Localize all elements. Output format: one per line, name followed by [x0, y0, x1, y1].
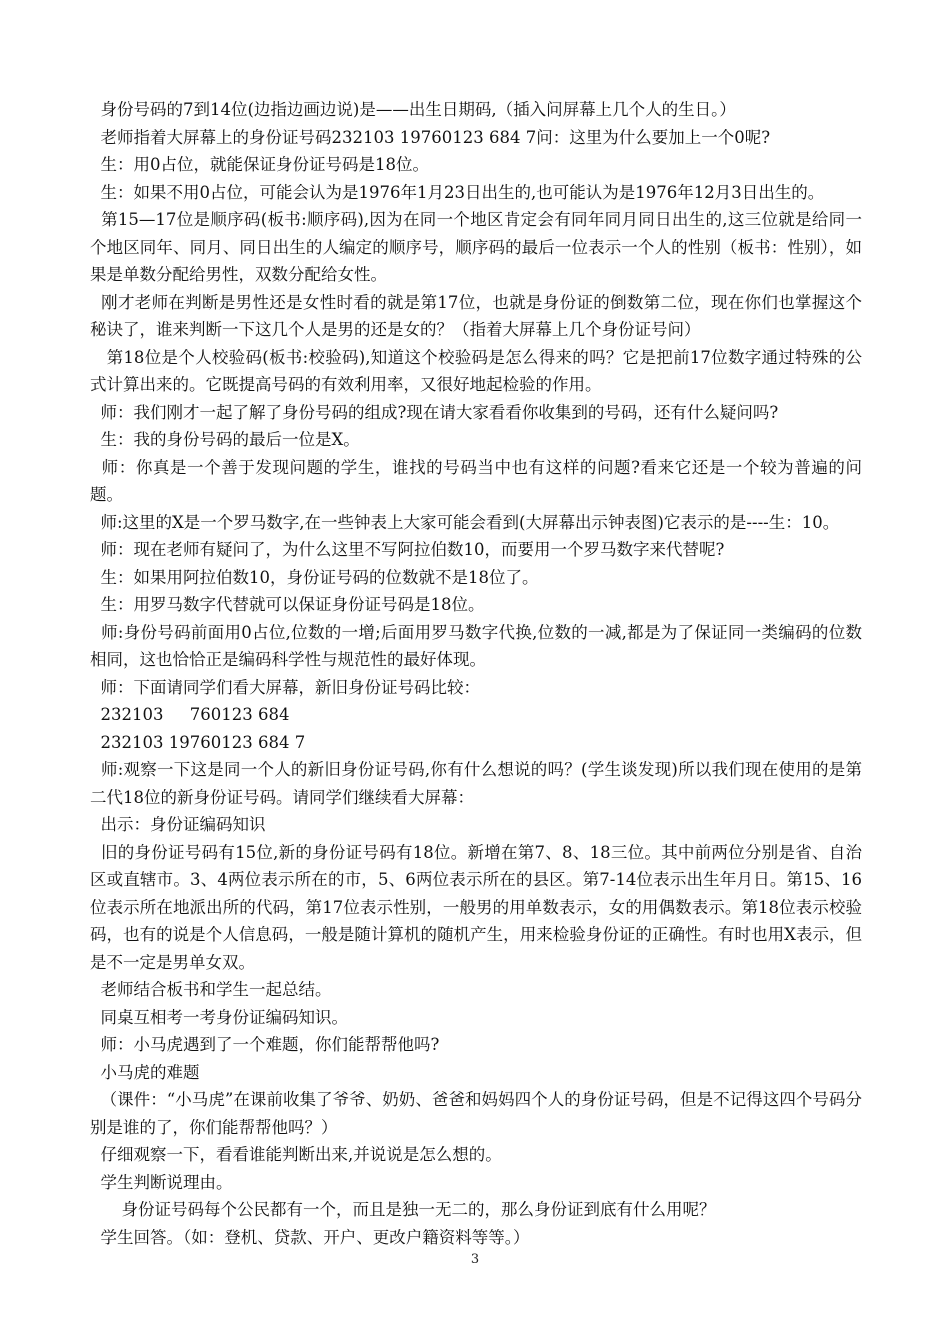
paragraph: 生：如果不用0占位，可能会认为是1976年1月23日出生的,也可能认为是1976年12月3日出生的。	[90, 182, 825, 202]
paragraph: 第15—17位是顺序码(板书:顺序码),因为在同一个地区肯定会有同年同月同日出生的,这三位就是给同一个地区同年、同月、同日出生的人编定的顺序号，顺序码的最后一位表示一个人的性别（板书：性别），如果是单数分配给男性，双数分配给女性。	[90, 210, 862, 284]
paragraph: 身份号码的7到14位(边指边画边说)是——出生日期码,（插入问屏幕上几个人的生日。）	[90, 100, 736, 119]
paragraph: （课件：“小马虎”在课前收集了爷爷、奶奶、爸爸和妈妈四个人的身份证号码，但是不记得这四个号码分别是谁的了，你们能帮帮他吗？）	[90, 1090, 863, 1137]
paragraph: 师:观察一下这是同一个人的新旧身份证号码,你有什么想说的吗？(学生谈发现)所以我们现在使用的是第二代18位的新身份证号码。请同学们继续看大屏幕：	[90, 760, 862, 807]
paragraph: 身份证号码每个公民都有一个，而且是独一无二的，那么身份证到底有什么用呢？	[90, 1200, 716, 1219]
paragraph: 出示：身份证编码知识	[90, 815, 266, 834]
paragraph: 旧的身份证号码有15位,新的身份证号码有18位。新增在第7、8、18三位。其中前两位分别是省、自治区或直辖市。3、4两位表示所在的市，5、6两位表示所在的县区。第7-14位表示出生年月日。第15、16位表示所在地派出所的代码，第17位表示性别，一般男的用单数表示，女的用偶数表示。第18位表示校验码，也有的说是个人信息码，一般是随计算机的随机产生，用来检验身份证的正确性。有时也用X表示，但是不一定是男单女双。	[90, 842, 862, 972]
paragraph: 生：我的身份号码的最后一位是X。	[90, 430, 360, 449]
document-body	[90, 96, 862, 1251]
paragraph: 生：如果用阿拉伯数10，身份证号码的位数就不是18位了。	[90, 567, 539, 587]
paragraph: 学生回答。（如：登机、贷款、开户、更改户籍资料等等。）	[90, 1227, 530, 1247]
paragraph: 师：下面请同学们看大屏幕，新旧身份证号码比较：	[90, 677, 480, 697]
paragraph: 生：用0占位，就能保证身份证号码是18位。	[90, 155, 429, 174]
paragraph: 师：小马虎遇到了一个难题，你们能帮帮他吗?	[90, 1035, 440, 1054]
paragraph: 第18位是个人校验码(板书:校验码),知道这个校验码是怎么得来的吗？它是把前17位数字通过特殊的公式计算出来的。它既提高号码的有效利用率，又很好地起检验的作用。	[90, 347, 862, 394]
paragraph: 师:身份号码前面用0占位,位数的一增;后面用罗马数字代换,位数的一减,都是为了保证同一类编码的位数相同，这也恰恰正是编码科学性与规范性的最好体现。	[90, 622, 862, 669]
paragraph: 同桌互相考一考身份证编码知识。	[90, 1007, 348, 1027]
paragraph: 生：用罗马数字代替就可以保证身份证号码是18位。	[90, 595, 485, 614]
paragraph: 学生判断说理由。	[90, 1172, 233, 1192]
paragraph: 师:这里的X是一个罗马数字,在一些钟表上大家可能会看到(大屏幕出示钟表图)它表示的是----生：10。	[90, 512, 840, 532]
paragraph: 刚才老师在判断是男性还是女性时看的就是第17位，也就是身份证的倒数第二位，现在你们也掌握这个秘诀了，谁来判断一下这几个人是男的还是女的？（指着大屏幕上几个身份证号问）	[90, 292, 862, 339]
paragraph: 老师结合板书和学生一起总结。	[90, 980, 332, 999]
id-number-new: 232103 19760123 684 7	[90, 732, 306, 752]
paragraph: 师：我们刚才一起了解了身份号码的组成?现在请大家看看你收集到的号码，还有什么疑问吗?	[90, 402, 779, 422]
paragraph: 仔细观察一下，看看谁能判断出来,并说说是怎么想的。	[90, 1145, 502, 1164]
id-number-old: 232103 760123 684	[90, 705, 290, 724]
page-number: 3	[470, 1252, 480, 1267]
paragraph: 师：现在老师有疑问了，为什么这里不写阿拉伯数10，而要用一个罗马数字来代替呢?	[90, 540, 725, 559]
paragraph: 师：你真是一个善于发现问题的学生，谁找的号码当中也有这样的问题?看来它还是一个较为普遍的问题。	[90, 457, 862, 504]
paragraph: 老师指着大屏幕上的身份证号码232103 19760123 684 7问：这里为什么要加上一个0呢?	[90, 127, 771, 147]
section-heading: 小马虎的难题	[90, 1062, 200, 1082]
